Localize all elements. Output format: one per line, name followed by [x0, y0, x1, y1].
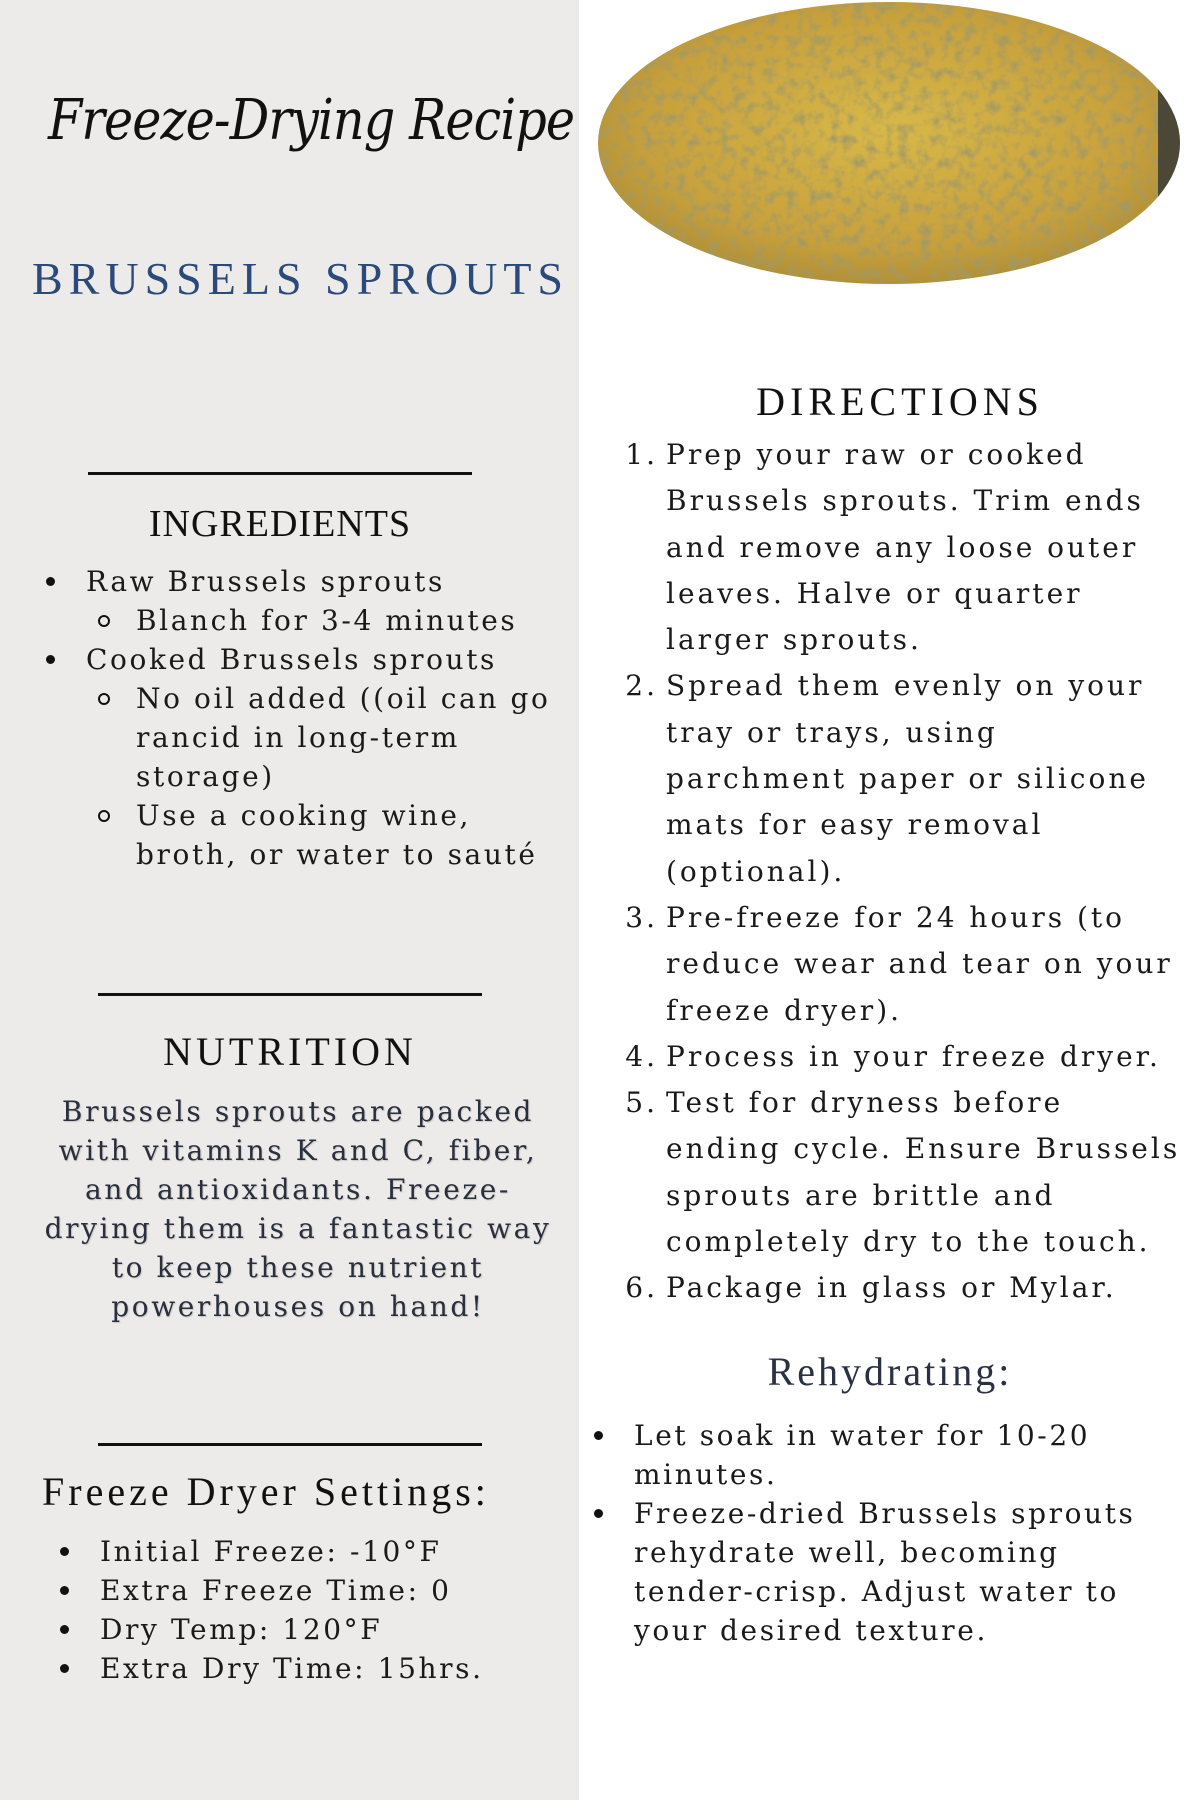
step-number: 4.	[625, 1039, 658, 1073]
ingredients-heading: INGREDIENTS	[148, 503, 412, 545]
nutrition-divider	[98, 993, 482, 996]
list-item	[60, 1649, 560, 1688]
list-item	[620, 663, 1190, 894]
step-text: Spread them evenly on your tray or trays, using parchment paper or silicone mats for easy removal (optional).	[666, 669, 1149, 888]
list-item	[620, 1080, 1190, 1265]
list-item	[620, 895, 1190, 1034]
step-number: 5.	[625, 1086, 658, 1120]
ingredient-sub-label: Blanch for 3-4 minutes	[136, 604, 518, 637]
setting-label: Extra Freeze Time: 0	[100, 1574, 452, 1607]
recipe-photo	[598, 2, 1180, 284]
step-number: 2.	[625, 669, 658, 703]
rehydrating-heading: Rehydrating:	[767, 1349, 1013, 1394]
step-text: Pre-freeze for 24 hours (to reduce wear and tear on your freeze dryer).	[666, 900, 1173, 1027]
step-number: 1.	[625, 438, 658, 471]
step-number: 6.	[625, 1271, 658, 1305]
settings-heading: Freeze Dryer Settings:	[42, 1469, 490, 1514]
rehydrate-text: Freeze-dried Brussels sprouts rehydrate well, becoming tender-crisp. Adjust water to your desired texture.	[634, 1497, 1136, 1647]
list-item	[60, 1532, 560, 1571]
step-text: Package in glass or Mylar.	[666, 1271, 1117, 1305]
ingredient-sub-label: No oil added ((oil can go rancid in long-term storage)	[136, 682, 551, 793]
list-item	[46, 562, 566, 601]
list-item	[60, 1571, 560, 1610]
list-item	[46, 640, 566, 679]
recipe-name: BRUSSELS SPROUTS	[32, 253, 569, 304]
step-number: 3.	[625, 900, 658, 934]
settings-list	[60, 1532, 560, 1688]
list-item	[594, 1494, 1174, 1650]
list-item	[620, 1034, 1190, 1080]
list-item	[46, 601, 566, 640]
nutrition-text: Brussels sprouts are packed with vitamins K and C, fiber, and antioxidants. Freeze-drying them is a fantastic way to keep these nutrient powerhouses on hand!	[44, 1095, 552, 1323]
ingredient-sub-label: Use a cooking wine, broth, or water to sauté	[136, 799, 538, 871]
list-item	[60, 1610, 560, 1649]
step-text: Process in your freeze dryer.	[666, 1039, 1161, 1073]
rehydrate-text: Let soak in water for 10-20 minutes.	[634, 1419, 1091, 1491]
list-item	[46, 679, 566, 796]
ingredients-divider	[88, 472, 472, 475]
list-item	[620, 1265, 1190, 1311]
list-item	[46, 796, 566, 874]
step-text: Test for dryness before ending cycle. Ensure Brussels sprouts are brittle and completely dry to the touch.	[666, 1086, 1181, 1259]
photo-texture	[598, 2, 1180, 284]
directions-list	[620, 432, 1190, 1312]
setting-label: Extra Dry Time: 15hrs.	[100, 1652, 484, 1685]
setting-label: Initial Freeze: -10°F	[100, 1535, 442, 1568]
ingredients-list	[46, 562, 566, 874]
rehydrating-list	[594, 1416, 1174, 1650]
setting-label: Dry Temp: 120°F	[100, 1613, 383, 1646]
ingredient-label: Cooked Brussels sprouts	[86, 643, 498, 676]
ingredient-label: Raw Brussels sprouts	[86, 565, 446, 598]
script-title: Freeze-Drying Recipe	[48, 88, 575, 153]
step-text: Prep your raw or cooked Brussels sprouts. Trim ends and remove any loose outer leaves. Halve or quarter larger sprouts.	[666, 438, 1144, 657]
list-item	[620, 432, 1190, 663]
list-item	[594, 1416, 1174, 1494]
settings-divider	[98, 1443, 482, 1446]
nutrition-heading: NUTRITION	[163, 1029, 417, 1074]
directions-heading: DIRECTIONS	[756, 379, 1044, 424]
